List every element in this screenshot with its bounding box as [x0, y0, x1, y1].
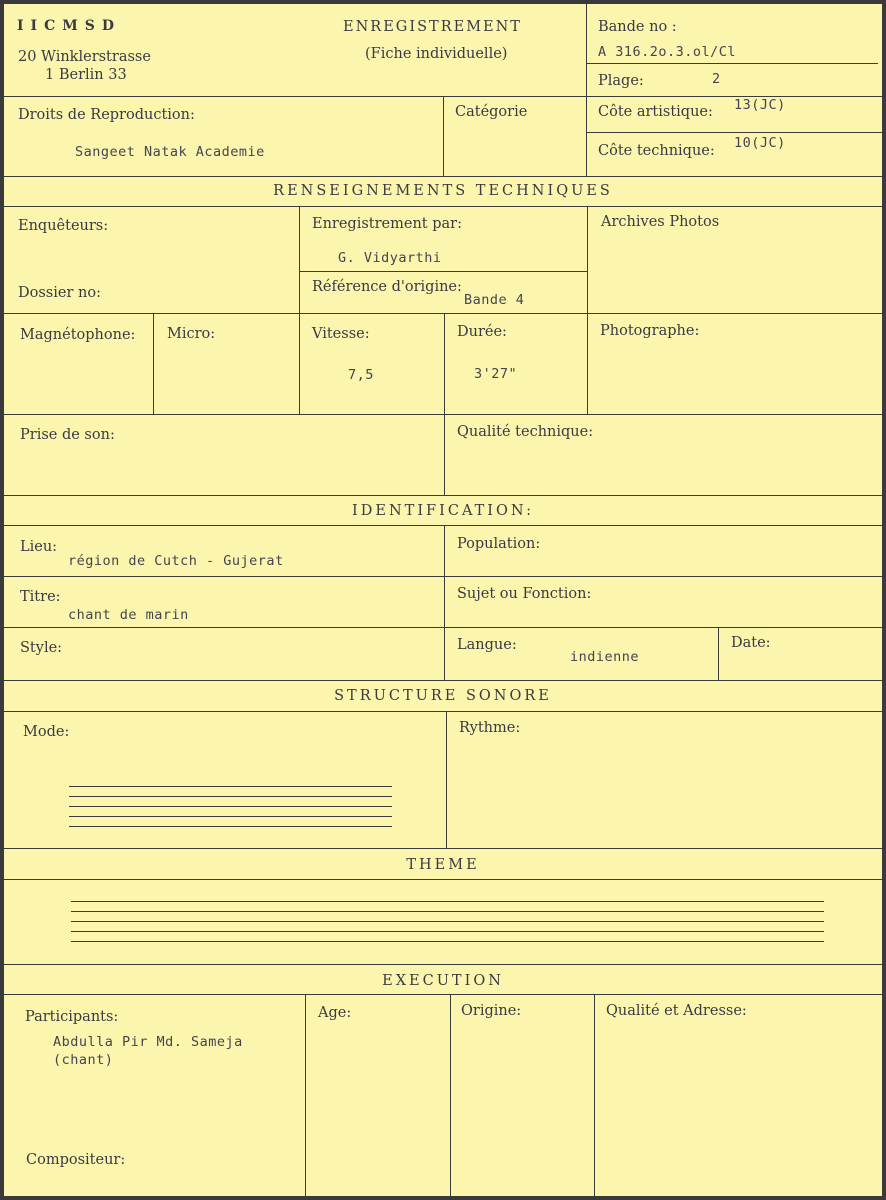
lieu-value: région de Cutch - Gujerat — [68, 553, 284, 569]
origine-label: Origine: — [461, 1003, 522, 1019]
section-title-theme: THEME — [406, 857, 480, 873]
rule — [4, 879, 882, 880]
rule — [4, 994, 882, 995]
langue-label: Langue: — [457, 637, 517, 653]
plage-value: 2 — [712, 71, 721, 87]
rule — [586, 4, 587, 176]
qualite-technique-label: Qualité technique: — [457, 424, 594, 440]
duree-value: 3'27" — [474, 366, 518, 382]
cote-technique-value: 10(JC) — [734, 135, 786, 151]
population-label: Population: — [457, 536, 541, 552]
rule — [4, 525, 882, 526]
enregistrement-par-label: Enregistrement par: — [312, 216, 462, 232]
section-title-structure: STRUCTURE SONORE — [334, 688, 552, 704]
enqueteurs-label: Enquêteurs: — [18, 218, 109, 234]
rule — [444, 525, 445, 680]
rule — [4, 313, 882, 314]
droits-label: Droits de Reproduction: — [18, 107, 195, 123]
rule — [4, 711, 882, 712]
org-logo: IICMSD — [17, 18, 121, 34]
recording-card — [4, 4, 882, 1196]
rule — [586, 63, 878, 64]
date-label: Date: — [731, 635, 771, 651]
form-subtitle: (Fiche individuelle) — [365, 46, 508, 62]
rule — [4, 495, 882, 496]
dossier-label: Dossier no: — [18, 285, 101, 301]
vitesse-label: Vitesse: — [312, 326, 370, 342]
rule — [4, 627, 882, 628]
plage-label: Plage: — [598, 73, 644, 89]
droits-value: Sangeet Natak Academie — [75, 144, 265, 160]
rule — [299, 271, 587, 272]
categorie-label: Catégorie — [455, 104, 528, 120]
address-line-2: 1 Berlin 33 — [45, 67, 127, 83]
rule — [586, 132, 882, 133]
rule — [446, 711, 447, 848]
cote-artistique-label: Côte artistique: — [598, 104, 713, 120]
address-line-1: 20 Winklerstrasse — [18, 49, 151, 65]
rule — [587, 206, 588, 414]
rule — [4, 848, 882, 849]
section-title-technical: RENSEIGNEMENTS TECHNIQUES — [273, 183, 613, 199]
rule — [718, 627, 719, 680]
bande-value: A 316.2o.3.ol/Cl — [598, 44, 737, 60]
langue-value: indienne — [570, 649, 640, 665]
cote-artistique-value: 13(JC) — [734, 97, 786, 113]
rule — [4, 680, 882, 681]
rule — [443, 96, 444, 176]
bande-label: Bande no : — [598, 19, 677, 35]
titre-value: chant de marin — [68, 607, 189, 623]
rule — [305, 994, 306, 1196]
qualite-adresse-label: Qualité et Adresse: — [606, 1003, 747, 1019]
rule — [444, 313, 445, 495]
rule — [4, 576, 882, 577]
rule — [4, 414, 882, 415]
rule — [594, 994, 595, 1196]
prise-de-son-label: Prise de son: — [20, 427, 115, 443]
rule — [450, 994, 451, 1196]
titre-label: Titre: — [20, 589, 61, 605]
sujet-label: Sujet ou Fonction: — [457, 586, 592, 602]
participants-value-line1: Abdulla Pir Md. Sameja — [53, 1034, 243, 1050]
rule — [299, 206, 300, 414]
lieu-label: Lieu: — [20, 539, 58, 555]
mode-label: Mode: — [23, 724, 70, 740]
compositeur-label: Compositeur: — [26, 1152, 126, 1168]
section-title-execution: EXECUTION — [382, 973, 504, 989]
age-label: Age: — [318, 1005, 352, 1021]
form-title: ENREGISTREMENT — [343, 19, 522, 35]
micro-label: Micro: — [167, 326, 216, 342]
cote-technique-label: Côte technique: — [598, 143, 715, 159]
reference-label: Référence d'origine: — [312, 279, 462, 295]
section-title-identification: IDENTIFICATION: — [352, 503, 534, 519]
archives-photos-label: Archives Photos — [601, 214, 720, 230]
photographe-label: Photographe: — [600, 323, 700, 339]
rule — [4, 176, 882, 177]
reference-value: Bande 4 — [464, 292, 525, 308]
rythme-label: Rythme: — [459, 720, 521, 736]
rule — [4, 964, 882, 965]
duree-label: Durée: — [457, 324, 507, 340]
participants-label: Participants: — [25, 1009, 119, 1025]
participants-value-line2: (chant) — [53, 1052, 114, 1068]
rule — [4, 206, 882, 207]
vitesse-value: 7,5 — [348, 367, 374, 383]
enregistrement-par-value: G. Vidyarthi — [338, 250, 442, 266]
rule — [153, 313, 154, 414]
magnetophone-label: Magnétophone: — [20, 327, 136, 343]
style-label: Style: — [20, 640, 63, 656]
